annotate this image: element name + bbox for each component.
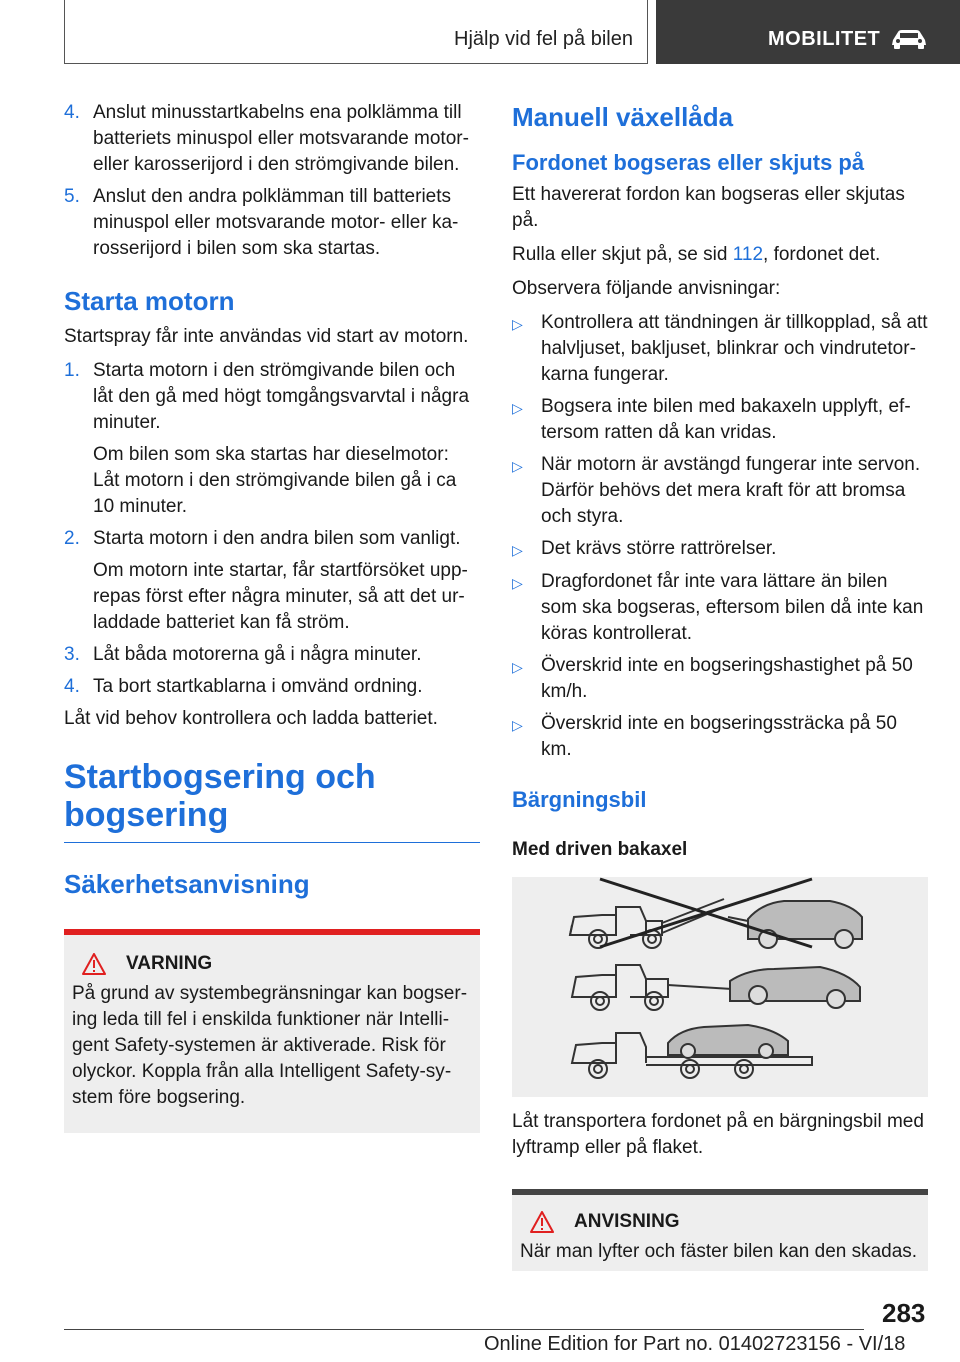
section-title: Hjälp vid fel på bilen — [454, 28, 633, 50]
jump-start-steps — [64, 100, 480, 262]
step-number: 4. — [64, 102, 80, 123]
tow-truck-heading: Bärgningsbil — [512, 787, 647, 812]
list-item-text: Kontrollera att tändningen är tillkopplad, så att halvljuset, bakljuset, blinkrar och vindrutetorkarna fungerar. — [541, 312, 928, 385]
start-engine-steps — [64, 358, 480, 700]
step-number: 2. — [64, 528, 80, 549]
list-item — [512, 452, 928, 530]
manual-transmission-heading: Manuell växellåda — [512, 102, 734, 132]
step-number: 4. — [64, 676, 80, 697]
push-para-2-post: , fordonet det. — [763, 244, 881, 265]
push-para-1: Ett havererat fordon kan bogseras eller skjutas på. — [512, 184, 905, 231]
towing-heading: Startbogsering och bogsering — [64, 758, 376, 834]
safety-heading: Säkerhetsanvisning — [64, 869, 310, 899]
warning-box — [64, 929, 480, 1133]
tow-truck-drawing — [512, 877, 928, 1097]
note-title-text: ANVISNING — [574, 1211, 680, 1232]
jump-start-step — [64, 184, 480, 262]
car-icon — [890, 28, 928, 50]
after-steps-text: Låt vid behov kontrollera och ladda batteriet. — [64, 708, 438, 729]
chapter-label: MOBILITET — [768, 28, 881, 50]
warning-triangle-icon — [82, 953, 106, 975]
push-para-2-pre: Rulla eller skjut på, se sid — [512, 244, 733, 265]
tow-truck-illustration — [512, 877, 928, 1097]
list-item-text: Det krävs större rattrörelser. — [541, 538, 777, 559]
list-item — [512, 310, 928, 388]
step-number: 3. — [64, 644, 80, 665]
edition-text: Online Edition for Part no. 01402723156 - VI/18 — [484, 1333, 906, 1355]
bullet-triangle-icon: ▷ — [512, 458, 523, 474]
note-text: När man lyfter och fäster bilen kan den skadas. — [520, 1241, 918, 1262]
list-item-text: Överskrid inte en bogseringshastighet på 50 km/h. — [541, 655, 913, 702]
step-text: Anslut den andra polklämman till batteriets minuspol eller motsvarande motor- eller karosserijord i bilen som ska startas. — [93, 186, 459, 259]
warning-text: På grund av systembegränsningar kan bogsering leda till fel i enskilda funktioner när Intelligent Safety-systemen är aktiverade. Risk för olyckor. Koppla från alla Intelligent Safety-system före bogsering. — [72, 983, 468, 1108]
step-continuation: Om motorn inte startar, får startförsöket upprepas först efter några minuter, så att det urladdade batteriet kan få ström. — [93, 560, 468, 633]
step-text: Ta bort startkablarna i omvänd ordning. — [93, 676, 423, 697]
step-text: Låt båda motorerna gå i några minuter. — [93, 644, 422, 665]
list-item-text: Bogsera inte bilen med bakaxeln upplyft, eftersom ratten då kan vridas. — [541, 396, 911, 443]
start-engine-step — [64, 526, 480, 552]
start-intro: Startspray får inte användas vid start av motorn. — [64, 326, 469, 347]
step-text: Starta motorn i den andra bilen som vanligt. — [93, 528, 461, 549]
list-item-text: När motorn är avstängd fungerar inte servon. Därför behövs det mera kraft för att bromsa och styra. — [541, 454, 921, 527]
list-item — [512, 711, 928, 763]
header-section-tab — [64, 0, 648, 64]
warning-title — [72, 953, 470, 975]
driven-axle-heading: Med driven bakaxel — [512, 839, 688, 860]
step-number: 1. — [64, 360, 80, 381]
list-item — [512, 653, 928, 705]
header-chapter-tab — [656, 0, 960, 64]
step-text: Starta motorn i den strömgivande bilen och låt den gå med högt tomgångsvarvtal i några minuter. — [93, 360, 470, 433]
bullet-triangle-icon: ▷ — [512, 659, 523, 675]
start-engine-step — [64, 674, 480, 700]
towing-instructions-list — [512, 310, 928, 763]
bullet-triangle-icon: ▷ — [512, 316, 523, 332]
bullet-triangle-icon: ▷ — [512, 575, 523, 591]
step-text: Anslut minusstartkabelns ena polklämma till batteriets minuspol eller motsvarande motor- eller karosserijord i den strömgivande bilen. — [93, 102, 469, 175]
bullet-triangle-icon: ▷ — [512, 717, 523, 733]
heading-rule — [64, 842, 480, 843]
bullet-triangle-icon: ▷ — [512, 400, 523, 416]
step-continuation: Om bilen som ska startas har dieselmotor: Låt motorn i den strömgivande bilen gå i ca 10 minuter. — [93, 444, 457, 517]
list-item-text: Överskrid inte en bogseringssträcka på 50 km. — [541, 713, 897, 760]
note-box — [512, 1189, 928, 1271]
start-engine-heading: Starta motorn — [64, 286, 235, 316]
note-triangle-icon — [530, 1211, 554, 1233]
page-number: 283 — [882, 1298, 926, 1328]
page-reference-link[interactable]: 112 — [732, 244, 764, 265]
left-column — [64, 100, 480, 1133]
figure-caption: Låt transportera fordonet på en bärgningsbil med lyftramp eller på flaket. — [512, 1111, 924, 1158]
bullet-triangle-icon: ▷ — [512, 542, 523, 558]
warning-title-text: VARNING — [126, 953, 213, 974]
right-column — [512, 100, 928, 1271]
list-item — [512, 394, 928, 446]
list-item-text: Dragfordonet får inte vara lättare än bilen som ska bogseras, eftersom bilen då inte kan köras kontrollerat. — [541, 571, 924, 644]
jump-start-step — [64, 100, 480, 178]
note-title — [520, 1211, 918, 1233]
push-para-3: Observera följande anvisningar: — [512, 278, 781, 299]
list-item — [512, 536, 928, 563]
push-para-2 — [512, 242, 928, 268]
push-tow-heading: Fordonet bogseras eller skjuts på — [512, 150, 865, 175]
step-number: 5. — [64, 186, 80, 207]
list-item — [512, 569, 928, 647]
footer-rule — [64, 1329, 864, 1330]
start-engine-step — [64, 642, 480, 668]
start-engine-step — [64, 358, 480, 436]
